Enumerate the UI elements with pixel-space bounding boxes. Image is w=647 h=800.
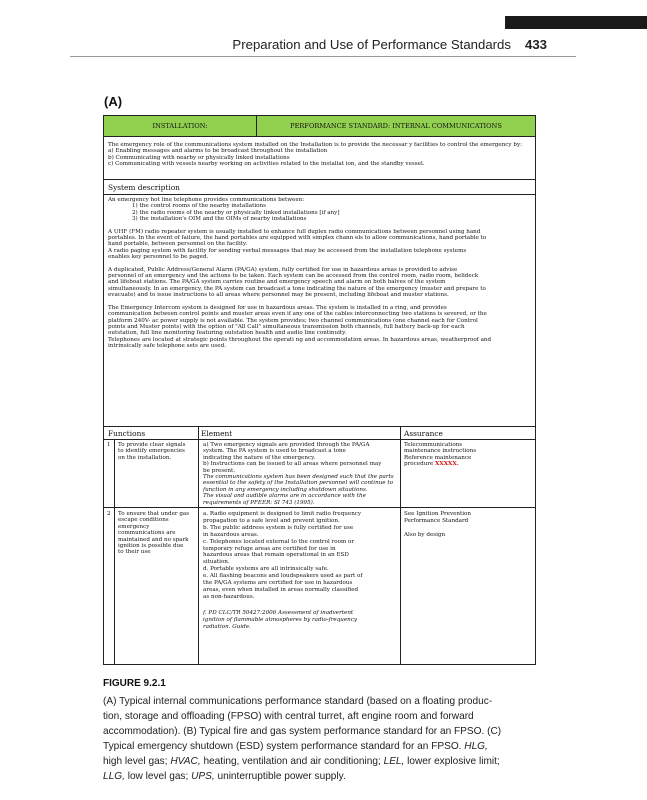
caption-abbrev: LLG, [103, 771, 125, 783]
role-item: a) Enabling messages and alarms to be broadcast throughout the installation [108, 148, 328, 155]
description-line: A radio paging system with facility for sending verbal messages that may be accessed from the installation telephone systems [108, 247, 467, 254]
column-rule [198, 426, 199, 664]
element-line: be present. [203, 467, 236, 474]
element-cell [203, 442, 399, 506]
element-line: ignition of flammable atmospheres by radio-frequency [203, 616, 358, 623]
assurance-cell [404, 442, 534, 468]
element-line: situation. [203, 559, 230, 566]
element-line: b. The public address system is fully certified for use [203, 524, 354, 531]
divider [104, 194, 535, 195]
divider [104, 507, 535, 508]
installation-header: INSTALLATION: [104, 116, 257, 136]
functions-column-header: Functions [108, 429, 146, 438]
caption-text: (A) Typical internal communications performance standard (based on a floating produc-tion, storage and offloading (FPSO) with central turret, aft engine room and forward accommodation). (B) Typical fire and gas system performance standard for an FPSO. (C) Typical emergency shutdown (ESD) system performance standard for an FPSO. [103, 696, 502, 753]
element-line: a. Radio equipment is designed to limit radio frequency [203, 511, 362, 517]
function-line: emergency [118, 523, 150, 530]
assurance-line: See Ignition Prevention [404, 511, 472, 517]
element-line: a) Two emergency signals are provided through the PA/GA [203, 442, 370, 448]
caption-text: uninterruptible power supply. [214, 771, 346, 783]
description-line: Telephones are located at strategic points throughout the operati ng and accommodation areas. In hazardous areas, weatherproof and [108, 336, 492, 343]
figure-title: FIGURE 9.2.1 [103, 678, 166, 689]
description-line: 3) the installation's OIM and the OIMs of nearby installations [132, 216, 307, 223]
caption-text: high level gas; [103, 756, 171, 768]
column-rule [400, 426, 401, 664]
system-description-heading: System description [108, 183, 180, 192]
description-line: points and Muster points) with the option of "All Call" simultaneous transmission both channels, full battery back-up for each [108, 323, 465, 330]
function-line: To ensure that under gas [118, 511, 190, 517]
element-line: essential to the safety of the Installation personnel will continue to [203, 480, 393, 487]
caption-abbrev: HLG, [464, 741, 488, 753]
description-line: personnel of an emergency and the actions to be taken. Each system can be accessed from the control room, radio room, helideck [108, 273, 479, 280]
function-line: escape conditions [118, 517, 169, 524]
function-cell [118, 511, 197, 556]
description-line: An emergency hot line telephone provides communications between: [108, 197, 305, 203]
performance-standard-table [103, 115, 536, 665]
element-line: The visual and audible alarms are in accordance with the [203, 493, 366, 500]
standard-header: PERFORMANCE STANDARD: INTERNAL COMMUNICATIONS [290, 122, 502, 130]
page-number: 433 [524, 37, 547, 52]
caption-text: heating, ventilation and air conditioning; [200, 756, 384, 768]
assurance-column-header: Assurance [404, 429, 443, 438]
system-description [108, 197, 533, 350]
caption-text: low level gas; [124, 771, 192, 783]
element-line: the PA/GA systems are certified for use in hazardous [203, 580, 353, 587]
caption-abbrev: UPS, [191, 771, 215, 783]
element-line: as non-hazardous. [203, 593, 255, 600]
panel-label: (A) [104, 94, 123, 109]
function-line: communications are [118, 530, 176, 537]
description-line: The Emergency Intercom system is designed for use in hazardous areas. The system is installed in a ring, and provides [108, 304, 447, 311]
header-bar [505, 16, 647, 29]
description-line: and lifeboat stations. The PA/GA system carries routine and emergency speech and alarm on both halves of the system [108, 279, 446, 286]
element-line: in hazardous areas. [203, 531, 259, 538]
function-line: To provide clear signals [118, 442, 186, 448]
role-item: b) Communicating with nearby or physically linked installations [108, 154, 290, 161]
divider [104, 426, 535, 427]
description-line: A UHF (FM) radio repeater system is usually installed to enhance full duplex radio communications between personnel using hand [108, 228, 481, 235]
assurance-spacer [404, 525, 534, 532]
function-line: to their use [118, 549, 151, 556]
description-line: communication between control points and muster areas even if any one of the cables interconnecting two stations is severed, or the [108, 311, 487, 318]
header-rule [70, 56, 576, 57]
description-line: outstation, full line monitoring featuring outstation health and audio line continuity. [108, 330, 347, 337]
running-title: Preparation and Use of Performance Standards [232, 37, 511, 52]
element-line: requirements of PFEER: SI 743 (1995). [203, 499, 315, 506]
element-line: function in any emergency including shutdown situations. [203, 486, 368, 493]
element-cell [203, 511, 399, 631]
function-cell [118, 442, 197, 461]
description-line: simultaneously. In an emergency, the PA system can broadcast a tone indicating the nature of the emergency (muster and prepare to [108, 285, 486, 292]
table-header-row [104, 116, 535, 137]
emergency-role [108, 142, 533, 168]
element-column-header: Element [201, 429, 233, 438]
element-line: c. Telephones located external to the control room or [203, 538, 355, 545]
function-line: ignition is possible due [118, 543, 184, 550]
caption-text: lower explosive limit; [404, 756, 500, 768]
function-line: on the installation. [118, 454, 172, 461]
assurance-line: Also by design [404, 531, 446, 538]
element-line: The communications system has been designed such that the parts [203, 474, 394, 481]
assurance-cell [404, 511, 534, 539]
function-line: maintained and no spark [118, 536, 189, 543]
description-line: 2) the radio rooms of the nearby or physically linked installations [if any] [132, 209, 340, 216]
running-header [0, 37, 547, 52]
element-line: b) Instructions can be issued to all areas where personnel may [203, 461, 382, 468]
element-line: f. PD CLC/TR 50427:2006 Assessment of inadvertent [203, 609, 354, 616]
element-line: temporary refuge areas are certified for use in [203, 545, 336, 552]
description-line: A duplicated, Public Address/General Alarm (PA/GA) system, fully certified for use in hazardous areas is provided to advise [108, 266, 458, 273]
function-line: to identify emergencies [118, 448, 185, 455]
assurance-line: Telecommunications [404, 442, 463, 448]
element-line: e. All flashing beacons and loudspeakers used as part of [203, 573, 363, 580]
description-line: portables. In the event of failure, the hand portables are equipped with simplex chann els to allow communications, hand portable to [108, 235, 487, 242]
divider [104, 439, 535, 440]
row-number: 2 [107, 511, 111, 517]
description-line: evacuate) and to issue instructions to all areas where personnel may be present, including lifeboat and muster stations. [108, 292, 449, 299]
description-line: hand portable, between personnel on the facility. [108, 241, 248, 248]
description-line: intrinsically safe telephone sets are used. [108, 343, 226, 350]
divider [104, 179, 535, 180]
procedure-placeholder: XXXXX. [435, 461, 459, 468]
element-line: system. The PA system is used to broadcast a tone [203, 448, 346, 455]
element-line: d. Portable systems are all intrinsically safe. [203, 566, 329, 573]
assurance-line: Reference maintenance [404, 454, 472, 461]
description-line: platform 240V- ac power supply is not available. The system provides; two channel communications (one channel each for Control [108, 317, 478, 324]
assurance-line: maintenance instructions [404, 448, 477, 455]
figure-caption [103, 694, 503, 785]
caption-abbrev: HVAC, [170, 756, 201, 768]
role-item: c) Communicating with vessels nearby working on activities related to the installat ion, and the standby vessel. [108, 161, 425, 168]
description-line: 1) the control rooms of the nearby installations [132, 203, 267, 210]
column-rule [114, 439, 115, 664]
element-line: hazardous areas that remain operational in an ESD [203, 552, 349, 559]
element-line: radiation. Guide. [203, 623, 251, 630]
element-line: propagation to a safe level and prevent ignition. [203, 517, 340, 524]
row-number: 1 [107, 442, 111, 448]
role-intro: The emergency role of the communications system installed on the Installation is to provide the necessar y facilities to control the emergency by: [108, 142, 522, 148]
assurance-line: Performance Standard [404, 517, 469, 524]
element-line: indicating the nature of the emergency. [203, 454, 316, 461]
description-line: enables key personnel to be paged. [108, 254, 209, 261]
element-line: areas, even when installed in areas normally classified [203, 586, 359, 593]
caption-abbrev: LEL, [383, 756, 405, 768]
assurance-line: procedure [404, 461, 436, 468]
